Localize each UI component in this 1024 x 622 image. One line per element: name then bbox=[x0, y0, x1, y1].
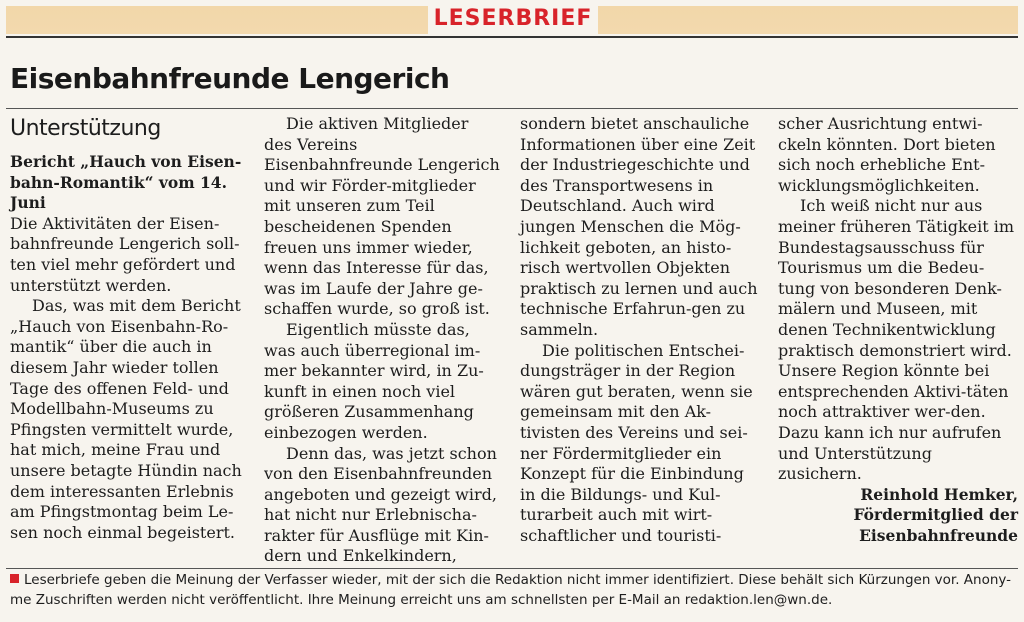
paragraph: sondern bietet anschauliche Informationen über eine Zeit der Industriegeschichte und des Transportwesens in Deutschland. Auch wird jungen Menschen die Mög-lichkeit geboten, an histo-risch wertvollen Objekten praktisch zu lernen und auch technische Erfahrun-gen zu sammeln. bbox=[520, 114, 758, 339]
paragraph: Die aktiven Mitglieder des Vereins Eisenbahnfreunde Lengerich und wir Förder-mitglieder mit unseren zum Teil bescheidenen Spenden freuen uns immer wieder, wenn das Interesse für das, was im Laufe der Jahre ge-schaffen wurde, so groß ist. bbox=[264, 114, 500, 319]
top-rule bbox=[6, 36, 1018, 38]
column-4 bbox=[778, 114, 1018, 546]
column-2 bbox=[264, 114, 500, 567]
paragraph: Denn das, was jetzt schon von den Eisenbahnfreunden angeboten und gezeigt wird, hat nicht nur Erlebnischa-rakter für Ausflüge mit Kin-dern und Enkelkindern, bbox=[264, 443, 497, 566]
paragraph: Das, was mit dem Bericht „Hauch von Eisenbahn-Ro-mantik“ über die auch in diesem Jahr wieder tollen Tage des offenen Feld- und Modellbahn-Museums zu Pfingsten vermittelt wurde, hat mich, meine Frau und unsere betagte Hündin nach dem interessanten Erlebnis am Pfingstmontag beim Le-sen noch einmal begeistert. bbox=[10, 296, 242, 542]
footer-text: Leserbriefe geben die Meinung der Verfasser wieder, mit der sich die Redaktion nicht immer identifiziert. Diese behält sich Kürzungen vor. Anony-me Zuschriften werden nicht veröffentlicht. Ihre Meinung erreicht uns am schnellsten per E-Mail an redaktion.len@wn.de. bbox=[10, 572, 1012, 608]
article-headline: Eisenbahnfreunde Lengerich bbox=[10, 62, 450, 95]
paragraph: Die Aktivitäten der Eisen-bahnfreunde Lengerich soll-ten viel mehr gefördert und unterstützt werden. bbox=[10, 213, 240, 295]
headline-rule bbox=[6, 108, 1018, 109]
paragraph: Eigentlich müsste das, was auch überregional im-mer bekannter wird, in Zu-kunft in einen noch viel größeren Zusammenhang einbezogen werden. bbox=[264, 319, 484, 442]
letter-subhead: Unterstützung bbox=[10, 116, 161, 141]
letter-reference: Bericht „Hauch von Eisen-bahn-Romantik“ vom 14. Juni bbox=[10, 152, 242, 213]
paragraph: scher Ausrichtung entwi-ckeln könnten. Dort bieten sich noch erhebliche Ent-wicklungsmöglichkeiten. bbox=[778, 114, 996, 195]
column-3 bbox=[520, 114, 760, 546]
column-1 bbox=[10, 114, 246, 543]
red-square-icon bbox=[10, 574, 19, 583]
author-name: Reinhold Hemker, bbox=[860, 484, 1018, 504]
footer-rule bbox=[6, 568, 1018, 569]
paragraph: Die politischen Entschei-dungsträger in der Region wären gut beraten, wenn sie gemeinsam mit den Ak-tivisten des Vereins und sei-ner Fördermitglieder ein Konzept für die Einbindung in die Bildungs- und Kul-turarbeit auch mit wirt-schaftlicher und touristi- bbox=[520, 340, 753, 545]
paragraph: Ich weiß nicht nur aus meiner früheren Tätigkeit im Bundestagsausschuss für Tourismus um die Bedeu-tung von besonderen Denk-mälern und Museen, mit denen Technikentwicklung praktisch demonstriert wird. Unsere Region könnte bei entsprechenden Aktivi-täten noch attraktiver wer-den. Dazu kann ich nur aufrufen und Unterstützung zusichern. bbox=[778, 196, 1015, 484]
author-role: Fördermitglied der Eisenbahnfreunde bbox=[853, 505, 1018, 545]
footer-disclaimer bbox=[10, 570, 1016, 610]
section-kicker: LESERBRIEF bbox=[428, 4, 598, 34]
